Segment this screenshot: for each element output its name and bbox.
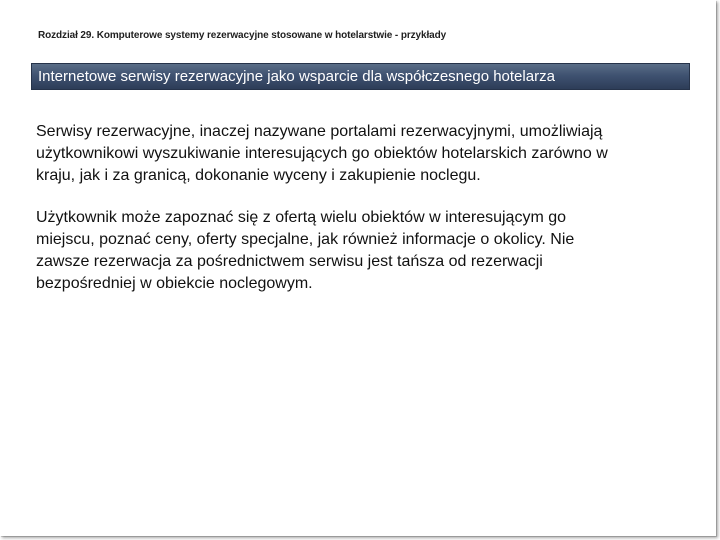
paragraph-line: kraju, jak i za granicą, dokonanie wyceny i zakupienie noclegu.: [36, 167, 481, 184]
paragraph-2: [36, 207, 696, 295]
paragraph-line: zawsze rezerwacja za pośrednictwem serwisu jest tańsza od rezerwacji: [36, 253, 543, 270]
paragraph-line: bezpośredniej w obiekcie noclegowym.: [36, 275, 313, 292]
paragraph-line: Serwisy rezerwacyjne, inaczej nazywane portalami rezerwacyjnymi, umożliwiają: [36, 123, 603, 140]
paragraph-1: [36, 121, 696, 187]
paragraph-line: Użytkownik może zapoznać się z ofertą wielu obiektów w interesującym go: [36, 209, 567, 226]
paragraph-line: użytkownikowi wyszukiwanie interesujących go obiektów hotelarskich zarówno w: [36, 145, 608, 162]
slide-title: Internetowe serwisy rezerwacyjne jako wsparcie dla współczesnego hotelarza: [38, 68, 555, 85]
chapter-header: Rozdział 29. Komputerowe systemy rezerwacyjne stosowane w hotelarstwie - przykłady: [38, 30, 447, 41]
title-bar: [31, 63, 690, 90]
paragraph-line: miejscu, poznać ceny, oferty specjalne, jak również informacje o okolicy. Nie: [36, 231, 575, 248]
